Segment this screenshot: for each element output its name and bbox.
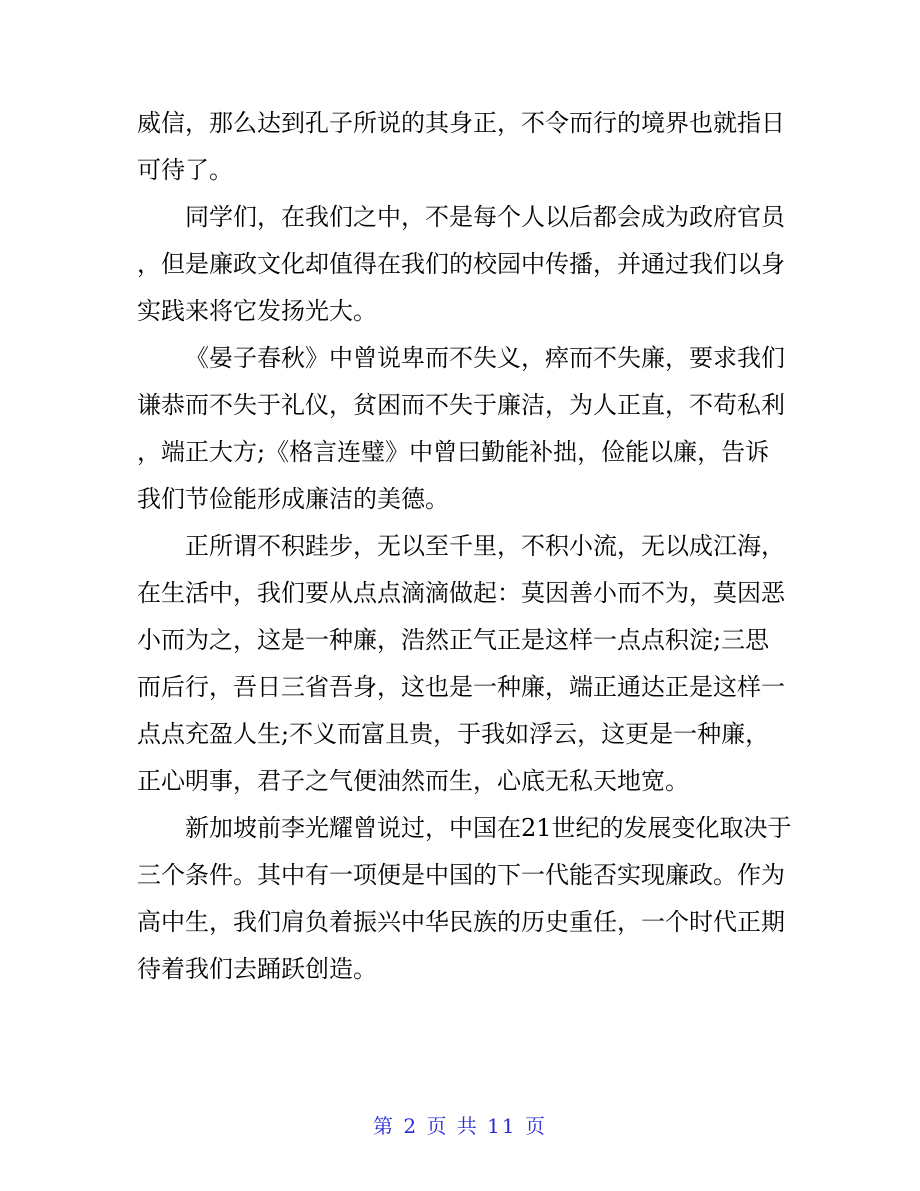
text-line: 点点充盈人生;不义而富且贵，于我如浮云，这更是一种廉， xyxy=(137,720,770,748)
text-line: 威信，那么达到孔子所说的其身正，不令而行的境界也就指日 xyxy=(137,109,785,137)
paragraph-start-line: 正所谓不积跬步，无以至千里，不积小流，无以成江海， xyxy=(185,532,785,560)
text-line: ，但是廉政文化却值得在我们的校园中传播，并通过我们以身 xyxy=(137,250,785,278)
text-line: 在生活中，我们要从点点滴滴做起：莫因善小而不为，莫因恶 xyxy=(137,579,785,607)
text-line: 而后行，吾日三省吾身，这也是一种廉，端正通达正是这样一 xyxy=(137,673,785,701)
text-line: 实践来将它发扬光大。 xyxy=(137,297,377,325)
text-line: 小而为之，这是一种廉，浩然正气正是这样一点点积淀;三思 xyxy=(137,626,770,654)
text-line: 正心明事，君子之气便油然而生，心底无私天地宽。 xyxy=(137,767,689,795)
paragraph-start-line: 新加坡前李光耀曾说过，中国在21世纪的发展变化取决于 xyxy=(185,814,792,842)
page-number-footer: 第 2 页 共 11 页 xyxy=(373,1114,547,1138)
paragraph-start-line: 同学们，在我们之中，不是每个人以后都会成为政府官员 xyxy=(185,203,785,231)
text-line: 谦恭而不失于礼仪，贫困而不失于廉洁，为人正直，不苟私利 xyxy=(137,391,785,419)
text-line: ，端正大方;《格言连璧》中曾曰勤能补拙，俭能以廉，告诉 xyxy=(137,438,770,466)
text-line: 三个条件。其中有一项便是中国的下一代能否实现廉政。作为 xyxy=(137,861,785,889)
text-line: 高中生，我们肩负着振兴中华民族的历史重任，一个时代正期 xyxy=(137,908,785,936)
text-line: 待着我们去踊跃创造。 xyxy=(137,955,377,983)
text-line: 我们节俭能形成廉洁的美德。 xyxy=(137,485,449,513)
text-line: 可待了。 xyxy=(137,156,233,184)
paragraph-start-line: 《晏子春秋》中曾说卑而不失义，瘁而不失廉，要求我们 xyxy=(185,344,785,372)
